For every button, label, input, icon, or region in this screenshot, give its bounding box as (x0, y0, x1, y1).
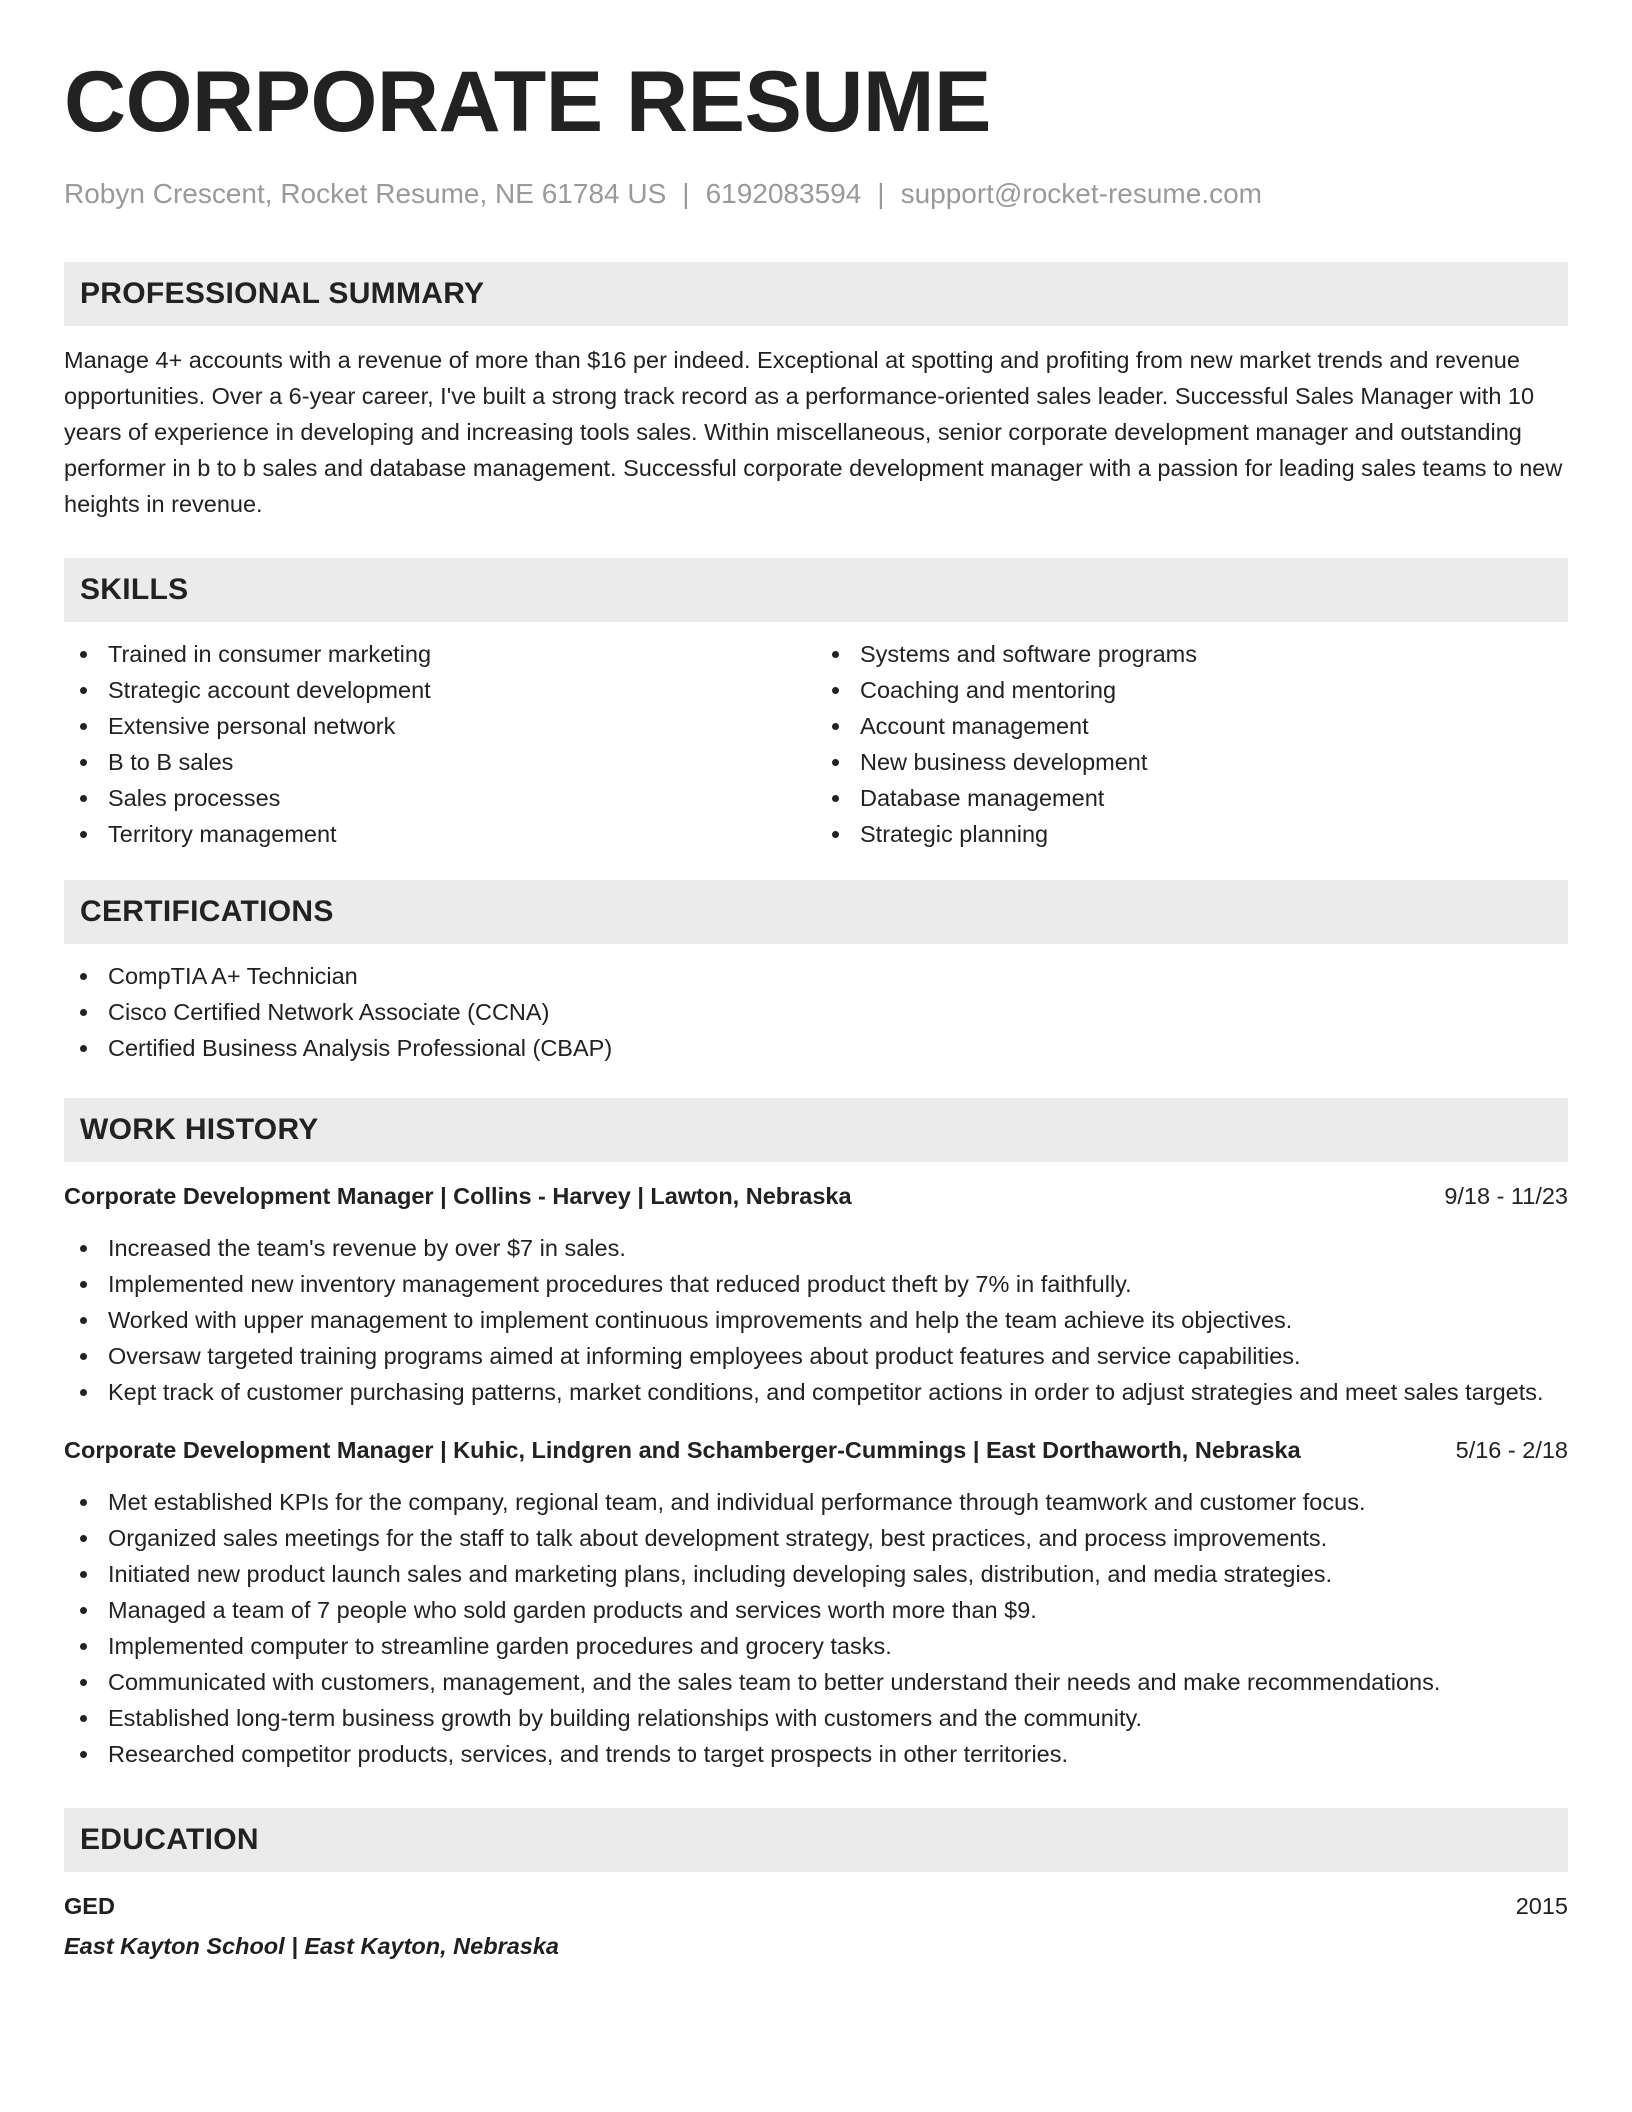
skill-item: Database management (816, 780, 1568, 816)
skill-item: Coaching and mentoring (816, 672, 1568, 708)
certification-item: Certified Business Analysis Professional (CBAP) (64, 1030, 1568, 1066)
skill-item: B to B sales (64, 744, 816, 780)
section-heading-summary: PROFESSIONAL SUMMARY (64, 262, 1568, 326)
job-bullet: Oversaw targeted training programs aimed at informing employees about product features and service capabilities. (64, 1338, 1568, 1374)
certifications-list (64, 958, 1568, 1066)
job-dates: 5/16 - 2/18 (1455, 1437, 1568, 1463)
job-title: Corporate Development Manager | Kuhic, Lindgren and Schamberger-Cummings | East Dorthaworth, Nebraska (64, 1437, 1301, 1463)
certification-item: Cisco Certified Network Associate (CCNA) (64, 994, 1568, 1030)
contact-address: Robyn Crescent, Rocket Resume, NE 61784 US (64, 178, 667, 209)
job-dates: 9/18 - 11/23 (1444, 1183, 1568, 1209)
job-bullet: Established long-term business growth by building relationships with customers and the community. (64, 1700, 1568, 1736)
job-bullet: Worked with upper management to implement continuous improvements and help the team achieve its objectives. (64, 1302, 1568, 1338)
certification-item: CompTIA A+ Technician (64, 958, 1568, 994)
job-title: Corporate Development Manager | Collins - Harvey | Lawton, Nebraska (64, 1183, 852, 1209)
skill-item: Strategic account development (64, 672, 816, 708)
education-school: East Kayton School | East Kayton, Nebraska (64, 1933, 560, 1959)
skills-column-left (64, 636, 816, 852)
job-bullet: Organized sales meetings for the staff to talk about development strategy, best practices, and process improvements. (64, 1520, 1568, 1556)
summary-text: Manage 4+ accounts with a revenue of more than $16 per indeed. Exceptional at spotting and profiting from new market trends and revenue opportunities. Over a 6-year career, I've built a strong track record as a performance-oriented sales leader. Successful Sales Manager with 10 years of experience in developing and increasing tools sales. Within miscellaneous, senior corporate development manager and outstanding performer in b to b sales and database management. Successful corporate development manager with a passion for leading sales teams to new heights in revenue. (64, 347, 1563, 517)
job-bullet: Implemented new inventory management procedures that reduced product theft by 7% in faithfully. (64, 1266, 1568, 1302)
contact-phone: 6192083594 (705, 178, 862, 209)
skill-item: Extensive personal network (64, 708, 816, 744)
job-bullet: Implemented computer to streamline garden procedures and grocery tasks. (64, 1628, 1568, 1664)
job-bullet: Met established KPIs for the company, regional team, and individual performance through teamwork and customer focus. (64, 1484, 1568, 1520)
job-header (64, 1432, 1568, 1468)
job-bullet: Communicated with customers, management, and the sales team to better understand their needs and make recommendations. (64, 1664, 1568, 1700)
job-bullet: Researched competitor products, services, and trends to target prospects in other territories. (64, 1736, 1568, 1772)
skill-item: Trained in consumer marketing (64, 636, 816, 672)
contact-line (64, 174, 1568, 214)
education-degree: GED (64, 1893, 115, 1919)
job-bullet: Kept track of customer purchasing patterns, market conditions, and competitor actions in order to adjust strategies and meet sales targets. (64, 1374, 1568, 1410)
resume-title: CORPORATE RESUME (64, 54, 991, 150)
skill-item: Sales processes (64, 780, 816, 816)
skill-item: Territory management (64, 816, 816, 852)
job-bullets (64, 1230, 1568, 1410)
skill-item: Strategic planning (816, 816, 1568, 852)
education-year: 2015 (1515, 1893, 1568, 1919)
job-bullets (64, 1484, 1568, 1772)
contact-separator: | (682, 178, 690, 209)
skill-item: Account management (816, 708, 1568, 744)
job-header (64, 1178, 1568, 1214)
skill-item: New business development (816, 744, 1568, 780)
job-entry (64, 1178, 1568, 1410)
job-bullet: Increased the team's revenue by over $7 in sales. (64, 1230, 1568, 1266)
job-bullet: Initiated new product launch sales and marketing plans, including developing sales, distribution, and media strategies. (64, 1556, 1568, 1592)
job-entry (64, 1432, 1568, 1772)
education-header (64, 1888, 1568, 1924)
contact-separator: | (877, 178, 885, 209)
section-heading-work-history: WORK HISTORY (64, 1098, 1568, 1162)
section-heading-certifications: CERTIFICATIONS (64, 880, 1568, 944)
contact-email: support@rocket-resume.com (900, 178, 1263, 209)
job-bullet: Managed a team of 7 people who sold garden products and services worth more than $9. (64, 1592, 1568, 1628)
section-heading-skills: SKILLS (64, 558, 1568, 622)
skills-list (64, 622, 1568, 852)
skill-item: Systems and software programs (816, 636, 1568, 672)
section-heading-education: EDUCATION (64, 1808, 1568, 1872)
skills-column-right (816, 636, 1568, 852)
